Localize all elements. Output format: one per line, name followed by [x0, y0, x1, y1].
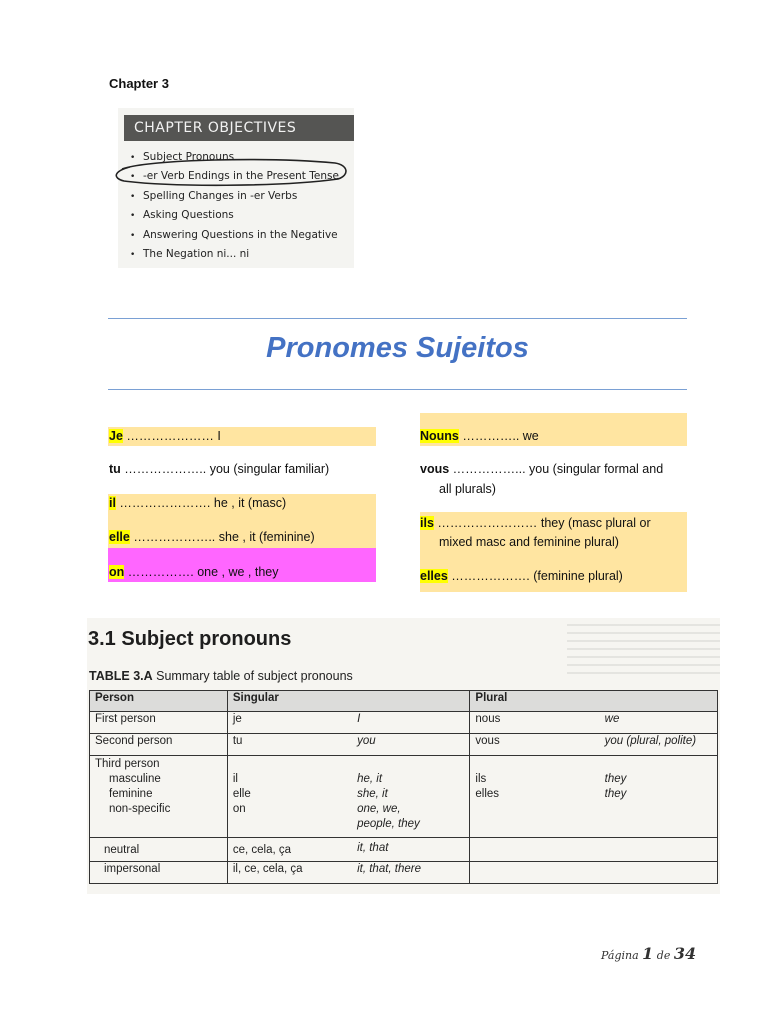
pronoun-vous: vous ……………... you (singular formal and — [420, 462, 664, 476]
pronoun-tu: tu ……………….. you (singular familiar) — [109, 462, 330, 476]
header-plural: Plural — [470, 691, 718, 712]
cell: ce, cela, ça — [227, 838, 352, 862]
cell — [227, 756, 352, 838]
elle-value: elle — [232, 788, 251, 800]
pronoun-elle: elle ……………….. she , it (feminine) — [109, 530, 315, 544]
elle-meaning: she, it — [357, 788, 388, 800]
table-row — [90, 838, 718, 862]
objectives-header: CHAPTER OBJECTIVES — [124, 115, 354, 141]
cell: nous — [470, 712, 600, 734]
scan-background-text — [567, 618, 720, 678]
cell — [600, 756, 718, 838]
pronoun-nouns: Nouns ………….. we — [420, 429, 539, 443]
title-rule-bottom — [108, 389, 687, 390]
pronoun-ils-cont: mixed masc and feminine plural) — [439, 535, 619, 549]
pronoun-je: Je ………………… I — [109, 429, 221, 443]
table-header-row — [90, 691, 718, 712]
ils-value: ils — [475, 773, 487, 785]
objective-item: • Answering Questions in the Negative — [130, 228, 338, 241]
cell — [470, 756, 600, 838]
cell: I — [352, 712, 470, 734]
elles-value: elles — [475, 788, 500, 800]
cell: il, ce, cela, ça — [227, 862, 352, 884]
table-row — [90, 862, 718, 884]
subject-pronouns-scan — [87, 618, 720, 894]
cell: vous — [470, 734, 600, 756]
table-row — [90, 712, 718, 734]
cell: je — [227, 712, 352, 734]
pronoun-elles: elles ………………. (feminine plural) — [420, 569, 623, 583]
on-meaning-cont: people, they — [357, 818, 420, 830]
pronoun-ils: ils …………………… they (masc plural or — [420, 516, 651, 530]
cell: it, that — [352, 838, 470, 862]
masculine-label: masculine — [109, 773, 161, 785]
cell: First person — [90, 712, 228, 734]
objective-item: • -er Verb Endings in the Present Tense — [130, 170, 339, 183]
cell: it, that, there — [352, 862, 470, 884]
elles-meaning: they — [604, 788, 627, 800]
on-value: on — [232, 803, 246, 815]
hand-drawn-circle-icon — [110, 157, 352, 187]
page-title: Pronomes Sujeitos — [266, 332, 529, 364]
pronoun-il: il …………………. he , it (masc) — [109, 496, 287, 510]
cell — [470, 838, 600, 862]
subject-pronouns-table — [89, 690, 718, 884]
table-row — [90, 756, 718, 838]
cell — [352, 756, 470, 838]
cell — [600, 838, 718, 862]
pronoun-vous-cont: all plurals) — [439, 482, 496, 496]
objective-item: • Spelling Changes in -er Verbs — [130, 189, 298, 202]
header-singular: Singular — [227, 691, 470, 712]
feminine-label: feminine — [109, 788, 153, 800]
table-caption: TABLE 3.A Summary table of subject pronouns — [89, 669, 353, 683]
objective-item: • Asking Questions — [130, 209, 234, 222]
cell: you — [352, 734, 470, 756]
objective-item: • Subject Pronouns — [130, 151, 235, 163]
cell: tu — [227, 734, 352, 756]
on-meaning: one, we, — [357, 803, 401, 815]
cell — [90, 756, 228, 838]
title-rule-top — [108, 318, 687, 319]
cell: neutral — [90, 838, 228, 862]
cell — [600, 862, 718, 884]
cell — [470, 862, 600, 884]
header-person: Person — [90, 691, 228, 712]
il-meaning: he, it — [357, 773, 383, 785]
ils-meaning: they — [604, 773, 627, 785]
cell: we — [600, 712, 718, 734]
non-specific-label: non-specific — [109, 803, 171, 815]
objective-item: • The Negation ni... ni — [130, 247, 250, 260]
pronoun-on: on ……………. one , we , they — [109, 565, 279, 579]
cell: impersonal — [90, 862, 228, 884]
chapter-label: Chapter 3 — [109, 76, 169, 91]
chapter-objectives-image — [118, 108, 354, 268]
section-title: 3.1 Subject pronouns — [88, 628, 292, 650]
il-value: il — [232, 773, 238, 785]
table-row — [90, 734, 718, 756]
page-number: Página 1 de 34 — [601, 944, 697, 963]
cell: you (plural, polite) — [600, 734, 718, 756]
third-person-label: Third person — [95, 758, 160, 770]
cell: Second person — [90, 734, 228, 756]
